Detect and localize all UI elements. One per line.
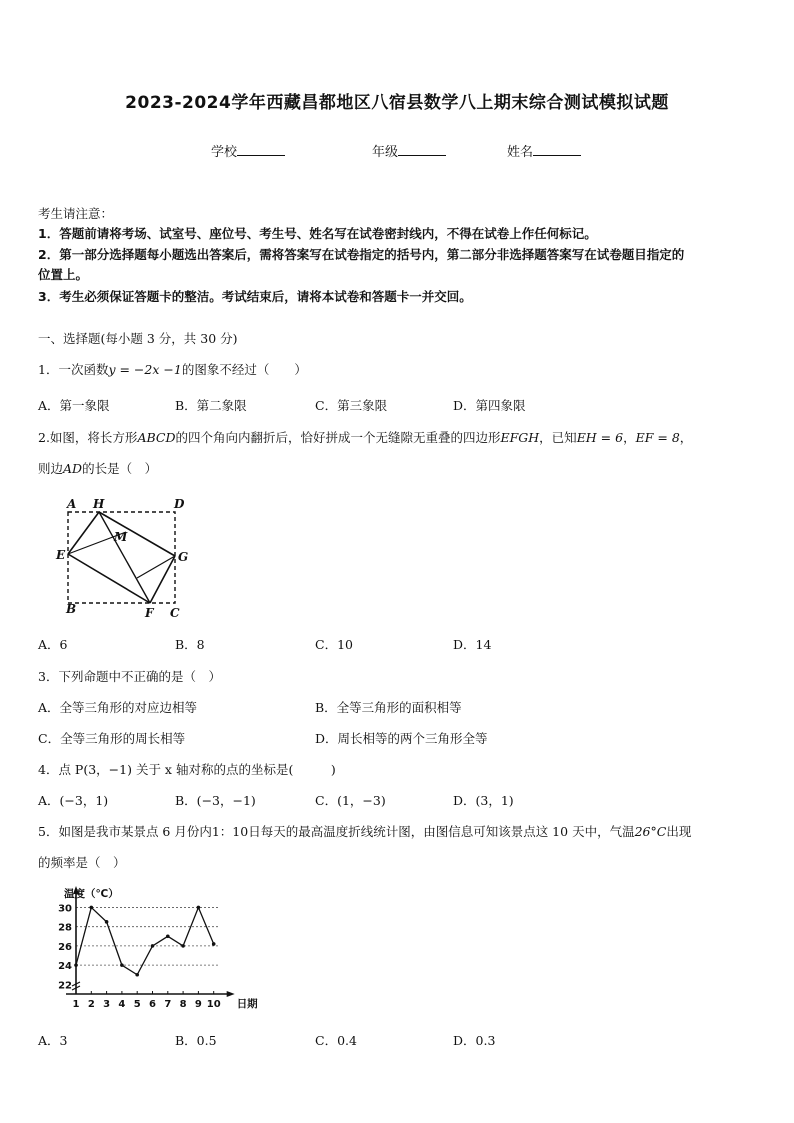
q2-text-a: 2.如图，将长方形 [38, 430, 138, 445]
q2-option-d[interactable]: D．14 [453, 637, 492, 652]
q2-option-b[interactable]: B．8 [175, 637, 205, 652]
label-g: G [178, 550, 189, 564]
question-3-stem: 3．下列命题中不正确的是（ ） [38, 669, 221, 684]
q1-prefix: 1．一次函数 [38, 362, 109, 377]
q3-option-d[interactable]: D．周长相等的两个三角形全等 [315, 731, 488, 746]
x-tick-label-2: 2 [87, 999, 95, 1010]
data-point-day-3 [105, 920, 109, 924]
x-axis-arrow [227, 991, 235, 997]
school-field[interactable] [211, 141, 285, 160]
notice-item-2-cont: 位置上。 [38, 267, 89, 282]
q5-option-b[interactable]: B．0.5 [175, 1033, 217, 1048]
y-tick-label-30: 30 [58, 903, 72, 915]
label-m: M [114, 530, 128, 544]
grade-field[interactable] [372, 141, 446, 160]
label-c: C [170, 606, 180, 620]
q2-text-f: 的长是（ ） [82, 461, 158, 476]
segment-hg [99, 512, 175, 556]
q1-option-c[interactable]: C．第三象限 [315, 398, 388, 413]
q2-ad: AD [63, 461, 83, 476]
question-2-stem-line2 [38, 459, 157, 477]
q2-eh: EH = 6 [576, 430, 624, 445]
q2-figure [50, 492, 200, 627]
q2-option-a[interactable]: A．6 [38, 637, 68, 652]
notice-item-3: 3．考生必须保证答题卡的整洁。考试结束后，请将本试卷和答题卡一并交回。 [38, 289, 472, 304]
y-tick-label-24: 24 [58, 961, 72, 973]
label-h: H [93, 497, 105, 511]
q5-option-a[interactable]: A．3 [38, 1033, 68, 1048]
data-point-day-7 [166, 934, 170, 938]
notice-item-2: 2．第一部分选择题每小题选出答案后，需将答案写在试卷指定的括号内，第二部分非选择题答案写在试卷题目指定的 [38, 247, 685, 262]
q4-option-d[interactable]: D．(3，1) [453, 793, 514, 808]
data-point-day-6 [151, 944, 155, 948]
name-field[interactable] [507, 141, 581, 160]
x-tick-label-4: 4 [118, 999, 126, 1010]
q5-option-c[interactable]: C．0.4 [315, 1033, 357, 1048]
temperature-series-line [76, 907, 214, 974]
question-1-stem [38, 360, 307, 378]
q4-option-c[interactable]: C．(1，−3) [315, 793, 386, 808]
q2-text-e: 则边 [38, 461, 64, 476]
q2-text-b: 的四个角向内翻折后，恰好拼成一个无缝隙无重叠的四边形 [175, 430, 501, 445]
y-axis-label: 温度（℃） [64, 888, 119, 900]
data-point-day-4 [120, 963, 124, 967]
q2-text-d: ， [679, 430, 693, 445]
q2-ef: EF = 8 [635, 430, 680, 445]
name-blank[interactable] [533, 143, 581, 156]
question-2-stem-line1 [38, 428, 692, 446]
q1-option-d[interactable]: D．第四象限 [453, 398, 526, 413]
segment-ef [68, 554, 150, 603]
grade-blank[interactable] [398, 143, 446, 156]
segment-hf [99, 512, 150, 603]
q3-option-a[interactable]: A．全等三角形的对应边相等 [38, 700, 198, 715]
q2-abcd: ABCD [137, 430, 176, 445]
data-point-day-5 [135, 973, 139, 977]
x-tick-label-6: 6 [149, 999, 156, 1010]
question-4-stem: 4．点 P(3，−1) 关于 x 轴对称的点的坐标是( ) [38, 762, 336, 777]
label-f: F [145, 606, 154, 620]
notice-heading: 考生请注意： [38, 206, 114, 221]
q3-option-c[interactable]: C．全等三角形的周长相等 [38, 731, 186, 746]
q3-option-b[interactable]: B．全等三角形的面积相等 [315, 700, 462, 715]
grade-label: 年级 [372, 145, 399, 160]
x-tick-label-3: 3 [103, 999, 111, 1010]
q5-temp: 26°C [634, 824, 667, 839]
label-e: E [56, 548, 66, 562]
data-point-day-2 [90, 906, 94, 910]
q1-suffix: 的图象不经过（ ） [181, 362, 307, 377]
q5-temperature-chart [40, 885, 260, 1013]
data-point-day-10 [212, 942, 216, 946]
name-label: 姓名 [507, 145, 534, 160]
notice-item-1: 1．答题前请将考场、试室号、座位号、考生号、姓名写在试卷密封线内，不得在试卷上作任何标记。 [38, 226, 597, 241]
q1-formula: y = −2x −1 [108, 362, 182, 377]
q5-text-a: 5．如图是我市某景点 6 月份内1：10日每天的最高温度折线统计图，由图信息可知该景点这 10 天中，气温 [38, 824, 635, 839]
q2-option-c[interactable]: C．10 [315, 637, 353, 652]
q4-option-a[interactable]: A．(−3，1) [38, 793, 109, 808]
page-title: 2023-2024学年西藏昌都地区八宿县数学八上期末综合测试模拟试题 [125, 93, 669, 113]
school-label: 学校 [211, 145, 238, 160]
y-tick-label-28: 28 [58, 922, 72, 934]
x-tick-label-1: 1 [72, 999, 80, 1010]
label-a: A [67, 497, 77, 511]
x-tick-label-9: 9 [194, 999, 202, 1010]
school-blank[interactable] [237, 143, 285, 156]
label-b: B [66, 602, 77, 616]
q1-option-a[interactable]: A．第一象限 [38, 398, 110, 413]
x-tick-label-7: 7 [164, 999, 172, 1010]
q5-text-b: 出现 [666, 824, 692, 839]
x-tick-label-8: 8 [179, 999, 187, 1010]
label-d: D [174, 497, 185, 511]
q2-text-c: ，已知 [539, 430, 577, 445]
x-tick-label-10: 10 [206, 999, 221, 1010]
y-tick-label-22: 22 [58, 980, 72, 992]
q1-option-b[interactable]: B．第二象限 [175, 398, 247, 413]
x-axis-label: 日期 [236, 998, 258, 1010]
section-heading: 一、选择题(每小题 3 分，共 30 分) [38, 331, 238, 346]
q5-option-d[interactable]: D．0.3 [453, 1033, 496, 1048]
q2-sep: ， [623, 430, 636, 445]
y-tick-label-26: 26 [58, 941, 72, 953]
question-5-stem-line2: 的频率是（ ） [38, 855, 126, 870]
x-tick-label-5: 5 [133, 999, 141, 1010]
q4-option-b[interactable]: B．(−3，−1) [175, 793, 256, 808]
question-5-stem-line1 [38, 822, 691, 840]
data-point-day-9 [197, 906, 201, 910]
data-point-day-1 [74, 963, 78, 967]
data-point-day-8 [181, 944, 185, 948]
q2-efgh: EFGH [500, 430, 540, 445]
